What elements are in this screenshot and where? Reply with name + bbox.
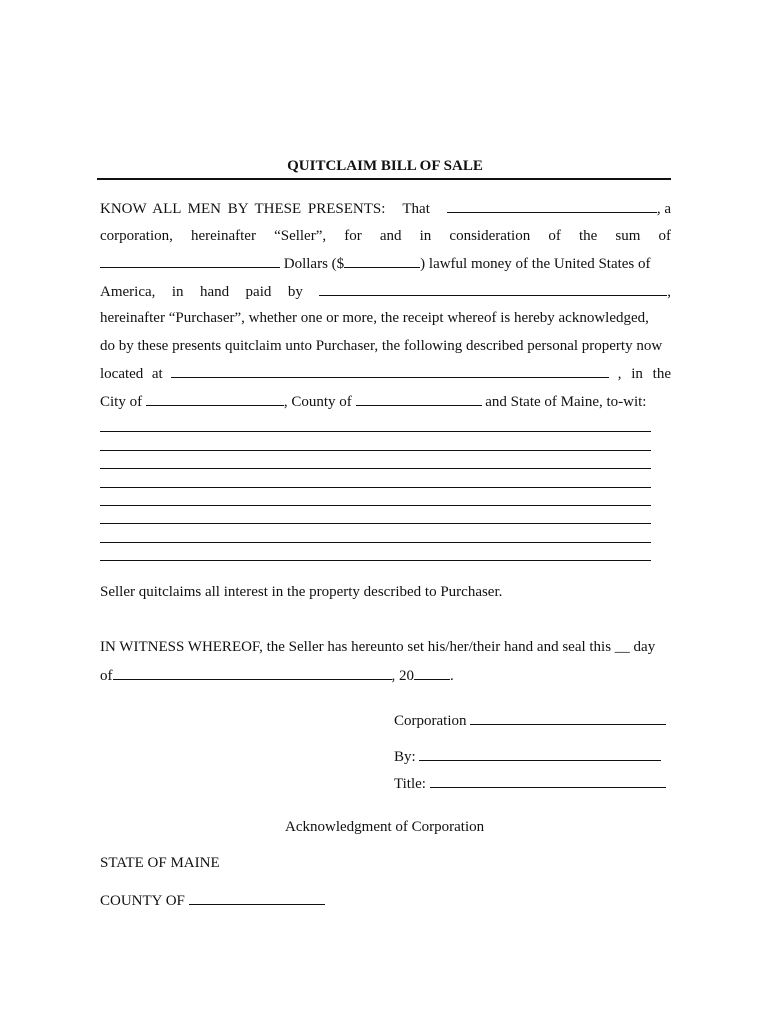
paragraph-line-5 <box>100 308 671 328</box>
quitclaim-text: do by these presents quitclaim unto Purchaser, the following described personal property now <box>100 338 663 354</box>
description-line-1[interactable] <box>100 431 651 432</box>
witness-line-2 <box>100 665 454 685</box>
lawful-money-text: ) lawful money of the United States of <box>420 256 651 272</box>
paragraph-line-8 <box>100 391 646 411</box>
description-line-3[interactable] <box>100 468 651 469</box>
amount-number-blank[interactable] <box>344 253 420 268</box>
by-signature-row <box>394 746 661 766</box>
description-line-7[interactable] <box>100 542 651 543</box>
line2-word: in <box>419 228 432 244</box>
city-blank[interactable] <box>146 391 284 406</box>
county-row <box>100 890 325 910</box>
description-line-5[interactable] <box>100 505 651 506</box>
description-line-2[interactable] <box>100 450 651 451</box>
title-label: Title: <box>394 776 426 792</box>
twenty-text: , 20 <box>391 668 414 684</box>
paragraph-line-2 <box>100 226 671 246</box>
of-text: of <box>100 668 113 684</box>
line4-word: in <box>171 284 184 300</box>
paragraph-line-6 <box>100 336 671 356</box>
by-blank[interactable] <box>419 746 661 761</box>
title-signature-row <box>394 773 666 793</box>
corporation-blank[interactable] <box>470 710 666 725</box>
seller-name-blank[interactable] <box>447 198 657 213</box>
comma-text: , <box>667 284 671 300</box>
month-blank[interactable] <box>113 665 392 680</box>
purchaser-text: hereinafter “Purchaser”, whether one or more, the receipt whereof is hereby acknowledged, <box>100 310 649 326</box>
line4-word: America, <box>100 284 156 300</box>
by-label: By: <box>394 749 416 765</box>
city-of-text: City of <box>100 394 143 410</box>
state-of-maine-text: and State of Maine, to-wit: <box>485 394 647 410</box>
county-of-text: , County of <box>283 394 352 410</box>
witness-line-1 <box>100 637 671 657</box>
document-title: QUITCLAIM BILL OF SALE <box>287 158 483 174</box>
county-label: COUNTY OF <box>100 893 185 909</box>
period-text: . <box>450 668 454 684</box>
witness-text: IN WITNESS WHEREOF, the Seller has hereunto set his/her/their hand and seal this __ day <box>100 639 656 655</box>
line2-word: hereinafter <box>191 228 256 244</box>
line2-word: corporation, <box>100 228 173 244</box>
county-blank[interactable] <box>356 391 482 406</box>
paragraph-line-4 <box>100 281 671 301</box>
paragraph-line-1 <box>100 198 671 218</box>
state-of-maine-heading: STATE OF MAINE <box>100 855 220 871</box>
dollars-text: Dollars ($ <box>283 256 345 272</box>
county-name-blank[interactable] <box>189 890 325 905</box>
line4-word: by <box>287 284 303 300</box>
that-text: That <box>402 201 430 217</box>
purchaser-name-blank[interactable] <box>319 281 667 296</box>
located-text: located <box>100 366 144 382</box>
paragraph-line-7 <box>100 363 671 383</box>
at-text: at <box>151 366 163 382</box>
location-blank[interactable] <box>171 363 609 378</box>
line2-word: the <box>578 228 598 244</box>
line2-word: consideration <box>449 228 531 244</box>
line2-word: for <box>344 228 362 244</box>
purchaser-name-field <box>319 281 671 302</box>
year-blank[interactable] <box>414 665 450 680</box>
paragraph-line-3 <box>100 253 671 273</box>
line4-word: paid <box>245 284 272 300</box>
amount-words-blank[interactable] <box>100 253 280 268</box>
title-underline <box>97 178 671 180</box>
line2-word: sum <box>615 228 641 244</box>
description-line-4[interactable] <box>100 487 651 488</box>
title-blank[interactable] <box>430 773 666 788</box>
line2-word: “Seller”, <box>274 228 327 244</box>
corporation-label: Corporation <box>394 713 467 729</box>
corporation-signature-row <box>394 710 666 730</box>
quitclaim-interest-text: Seller quitclaims all interest in the property described to Purchaser. <box>100 584 503 600</box>
description-line-6[interactable] <box>100 523 651 524</box>
acknowledgment-heading: Acknowledgment of Corporation <box>285 819 485 835</box>
line4-word: hand <box>199 284 230 300</box>
comma-a-text: , a <box>656 201 671 217</box>
line2-word: of <box>658 228 671 244</box>
know-all-men-text: KNOW ALL MEN BY THESE PRESENTS: <box>100 201 386 217</box>
line2-word: and <box>379 228 402 244</box>
line2-word: of <box>548 228 561 244</box>
in-the-text: , in the <box>617 366 671 382</box>
description-line-8[interactable] <box>100 560 651 561</box>
